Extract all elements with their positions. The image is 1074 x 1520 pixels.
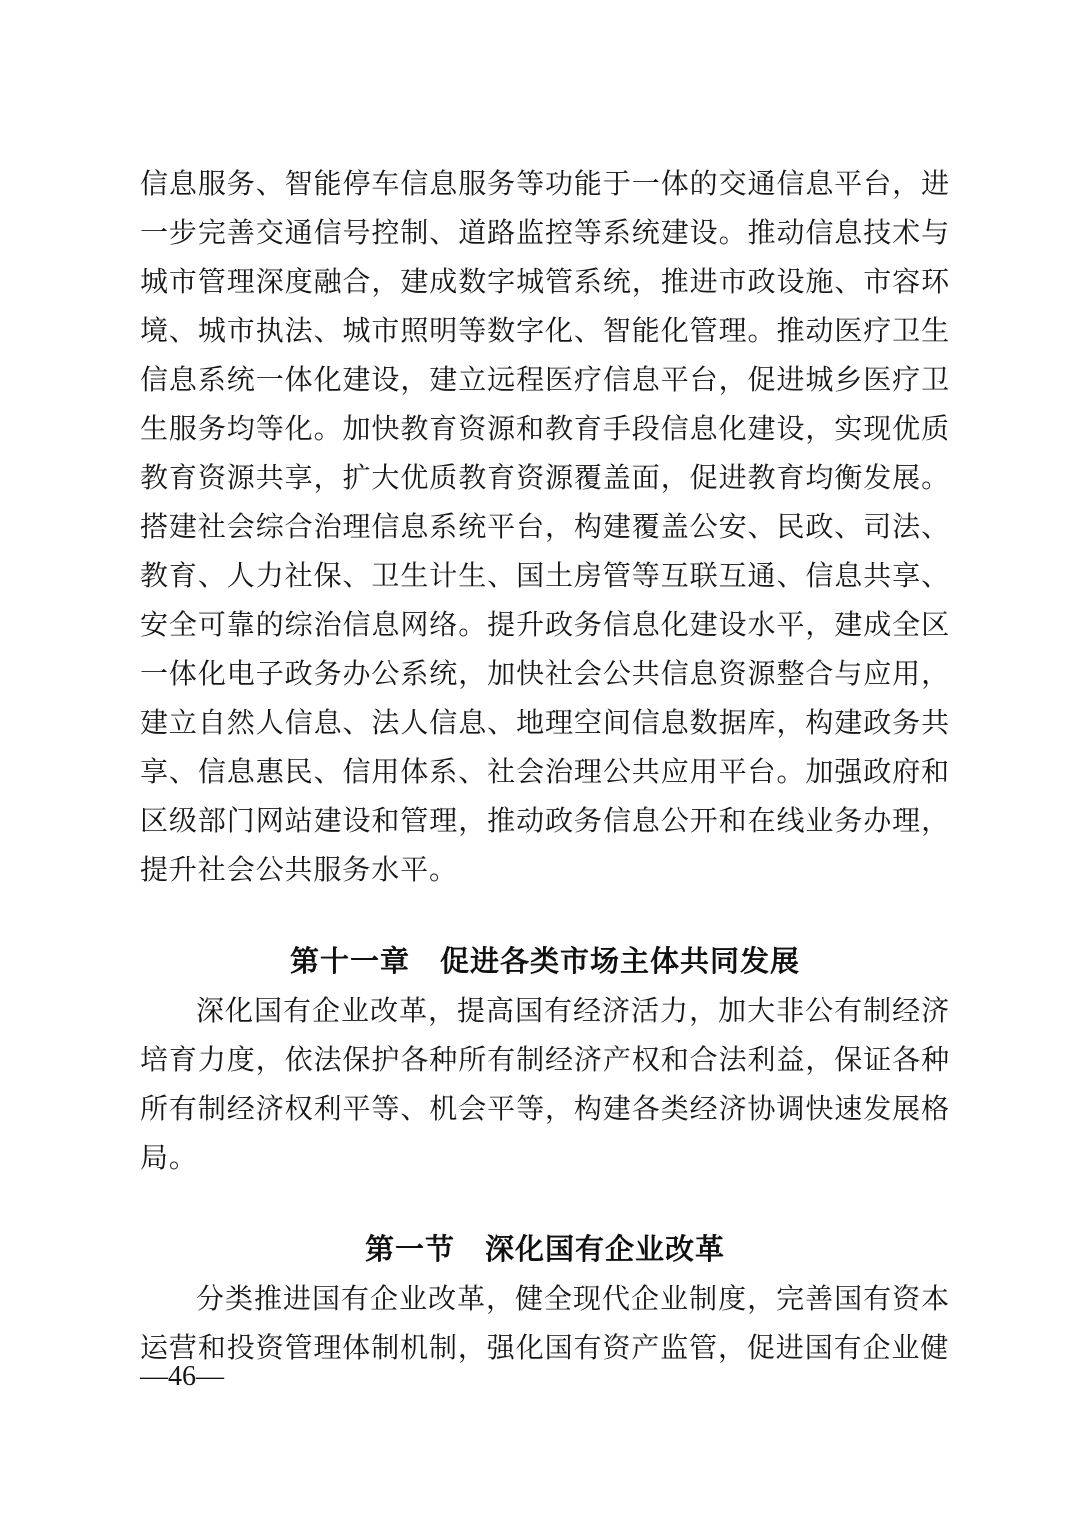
chapter-heading: 第十一章 促进各类市场主体共同发展 (289, 946, 800, 978)
paragraph-chapter-intro: 深化国有企业改革，提高国有经济活力，加大非公有制经济培育力度，依法保护各种所有制经济产权和合法利益，保证各种所有制经济权利平等、机会平等，构建各类经济协调快速发展格局。 (140, 996, 950, 1174)
page-content (140, 160, 950, 1373)
paragraph-section-body: 分类推进国有企业改革，健全现代企业制度，完善国有资本运营和投资管理体制机制，强化国有资产监管，促进国有企业健 (140, 1284, 950, 1364)
paragraph-smart-city-services: 信息服务、智能停车信息服务等功能于一体的交通信息平台，进一步完善交通信号控制、道路监控等系统建设。推动信息技术与城市管理深度融合，建成数字城管系统，推进市政设施、市容环境、城市执法、城市照明等数字化、智能化管理。推动医疗卫生信息系统一体化建设，建立远程医疗信息平台，促进城乡医疗卫生服务均等化。加快教育资源和教育手段信息化建设，实现优质教育资源共享，扩大优质教育资源覆盖面，促进教育均衡发展。搭建社会综合治理信息系统平台，构建覆盖公安、民政、司法、教育、人力社保、卫生计生、国土房管等互联互通、信息共享、安全可靠的综治信息网络。提升政务信息化建设水平，建成全区一体化电子政务办公系统，加快社会公共信息资源整合与应用，建立自然人信息、法人信息、地理空间信息数据库，构建政务共享、信息惠民、信用体系、社会治理公共应用平台。加强政府和区级部门网站建设和管理，推动政务信息公开和在线业务办理，提升社会公共服务水平。 (140, 169, 950, 886)
page-number: —46— (140, 1361, 224, 1392)
section-heading: 第一节 深化国有企业改革 (364, 1234, 725, 1266)
